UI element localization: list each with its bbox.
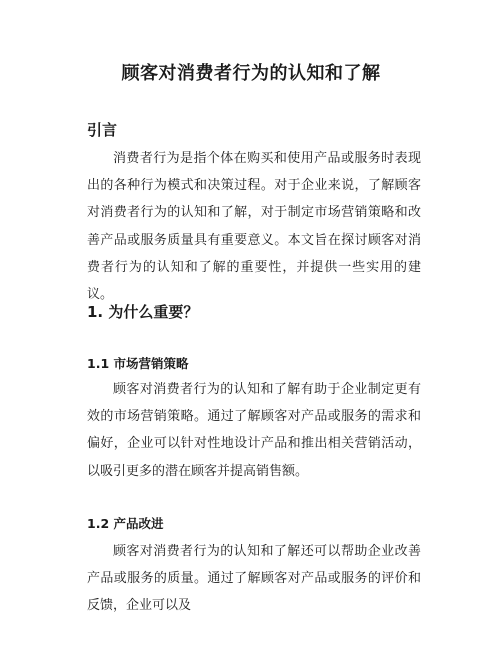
section-heading-why-important: 1. 为什么重要？ xyxy=(87,303,199,321)
section-heading-introduction: 引言 xyxy=(87,121,118,139)
subsection-heading-marketing-strategy: 1.1 市场营销策略 xyxy=(87,356,189,371)
introduction-paragraph: 消费者行为是指个体在购买和使用产品或服务时表现出的各种行为模式和决策过程。对于企业来说，了解顾客对消费者行为的认知和了解，对于制定市场营销策略和改善产品或服务质量具有重要意义。本文旨在探讨顾客对消费者行为的认知和了解的重要性，并提供一些实用的建议。 xyxy=(87,151,421,303)
marketing-strategy-paragraph: 顾客对消费者行为的认知和了解有助于企业制定更有效的市场营销策略。通过了解顾客对产品或服务的需求和偏好，企业可以针对性地设计产品和推出相关营销活动，以吸引更多的潜在顾客并提高销售额。 xyxy=(87,382,421,479)
document-title: 顾客对消费者行为的认知和了解 xyxy=(121,63,381,84)
product-improvement-paragraph: 顾客对消费者行为的认知和了解还可以帮助企业改善产品或服务的质量。通过了解顾客对产品或服务的评价和反馈，企业可以及 xyxy=(87,544,421,614)
subsection-heading-product-improvement: 1.2 产品改进 xyxy=(87,516,164,531)
